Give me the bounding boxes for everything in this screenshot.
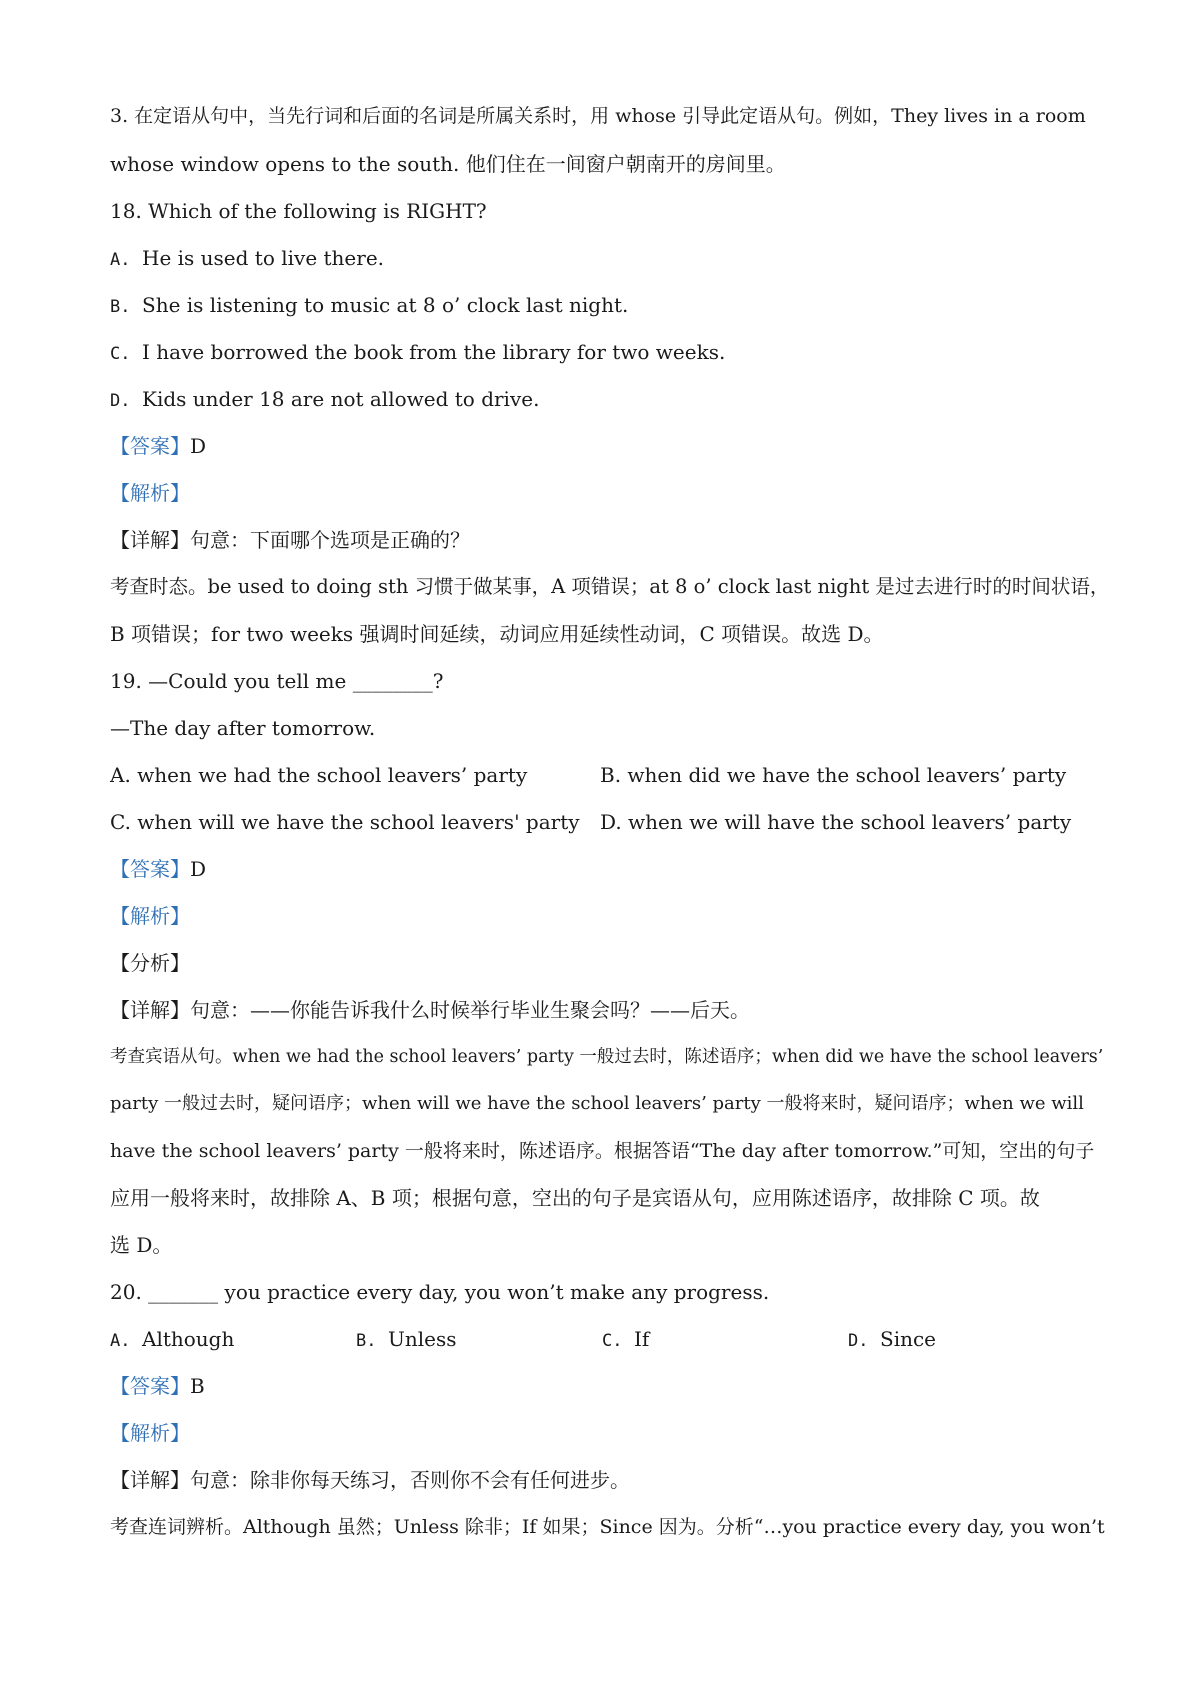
option-letter: A.	[110, 1331, 131, 1351]
q19-reply: —The day after tomorrow.	[110, 716, 376, 740]
q19-question: 19. —Could you tell me ________?	[110, 669, 444, 693]
option-letter: A.	[110, 250, 131, 270]
q19-option-d: D. when we will have the school leavers’ party	[600, 810, 1072, 834]
q19-option-b: B. when did we have the school leavers’ party	[600, 763, 1067, 787]
answer-value: D	[190, 434, 207, 458]
q18-answer	[110, 432, 206, 460]
option-text: I have borrowed the book from the library for two weeks.	[142, 340, 726, 364]
option-letter: C.	[602, 1331, 623, 1351]
q20-option-b	[356, 1325, 457, 1355]
answer-tag: 【答案】	[110, 857, 190, 881]
q18-detail: 【详解】句意：下面哪个选项是正确的？	[110, 528, 470, 552]
q20-option-a	[110, 1325, 234, 1355]
q20-question: 20. _______ you practice every day, you won’t make any progress.	[110, 1280, 770, 1304]
q20-option-c	[602, 1325, 649, 1355]
option-text: Although	[142, 1327, 235, 1351]
note-line-2: whose window opens to the south. 他们住在一间窗户朝南开的房间里。	[110, 152, 786, 176]
q20-analysis-tag: 【解析】	[110, 1421, 190, 1445]
q19-option-c: C. when will we have the school leavers' party	[110, 810, 580, 834]
option-letter: B.	[356, 1331, 377, 1351]
option-text: He is used to live there.	[142, 246, 385, 270]
option-text: If	[634, 1327, 650, 1351]
note-line-1: 3. 在定语从句中，当先行词和后面的名词是所属关系时，用 whose 引导此定语从句。例如，They lives in a room	[110, 105, 1086, 127]
q18-option-a	[110, 244, 384, 274]
q19-explain-3: have the school leavers’ party 一般将来时，陈述语序。根据答语“The day after tomorrow.”可知，空出的句子	[110, 1140, 1095, 1162]
option-text: She is listening to music at 8 o’ clock last night.	[142, 293, 629, 317]
answer-value: B	[190, 1374, 205, 1398]
q18-analysis-tag: 【解析】	[110, 481, 190, 505]
q19-fenxi-tag: 【分析】	[110, 951, 190, 975]
option-letter: D.	[110, 391, 131, 411]
q18-option-c	[110, 338, 725, 368]
q19-analysis-tag: 【解析】	[110, 904, 190, 928]
option-text: Kids under 18 are not allowed to drive.	[142, 387, 540, 411]
option-letter: B.	[110, 297, 131, 317]
option-letter: C.	[110, 344, 131, 364]
q18-explain-1: 考查时态。be used to doing sth 习惯于做某事，A 项错误；at 8 o’ clock last night 是过去进行时的时间状语，	[110, 575, 1110, 598]
q18-option-b	[110, 291, 628, 321]
q20-detail: 【详解】句意：除非你每天练习，否则你不会有任何进步。	[110, 1468, 630, 1492]
q20-answer	[110, 1372, 205, 1400]
q20-explain-1: 考查连词辨析。Although 虽然；Unless 除非；If 如果；Since 因为。分析“…you practice every day, you won’t	[110, 1516, 1105, 1538]
q19-answer	[110, 855, 206, 883]
q19-explain-1: 考查宾语从句。when we had the school leavers’ party 一般过去时，陈述语序；when did we have the school leavers’	[110, 1047, 1104, 1067]
q19-detail: 【详解】句意：——你能告诉我什么时候举行毕业生聚会吗？——后天。	[110, 998, 750, 1022]
answer-tag: 【答案】	[110, 434, 190, 458]
q19-explain-5: 选 D。	[110, 1233, 173, 1257]
q20-option-d	[848, 1325, 936, 1355]
answer-value: D	[190, 857, 207, 881]
option-letter: D.	[848, 1331, 869, 1351]
q19-explain-4: 应用一般将来时，故排除 A、B 项；根据句意，空出的句子是宾语从句，应用陈述语序，故排除 C 项。故	[110, 1186, 1040, 1210]
option-text: Unless	[388, 1327, 457, 1351]
q18-option-d	[110, 385, 539, 415]
q18-question: 18. Which of the following is RIGHT?	[110, 199, 487, 223]
q18-explain-2: B 项错误；for two weeks 强调时间延续，动词应用延续性动词，C 项错误。故选 D。	[110, 622, 884, 646]
answer-tag: 【答案】	[110, 1374, 190, 1398]
q19-option-a: A. when we had the school leavers’ party	[110, 763, 528, 787]
q19-explain-2: party 一般过去时，疑问语序；when will we have the school leavers’ party 一般将来时，疑问语序；when we will	[110, 1093, 1084, 1114]
option-text: Since	[880, 1327, 937, 1351]
